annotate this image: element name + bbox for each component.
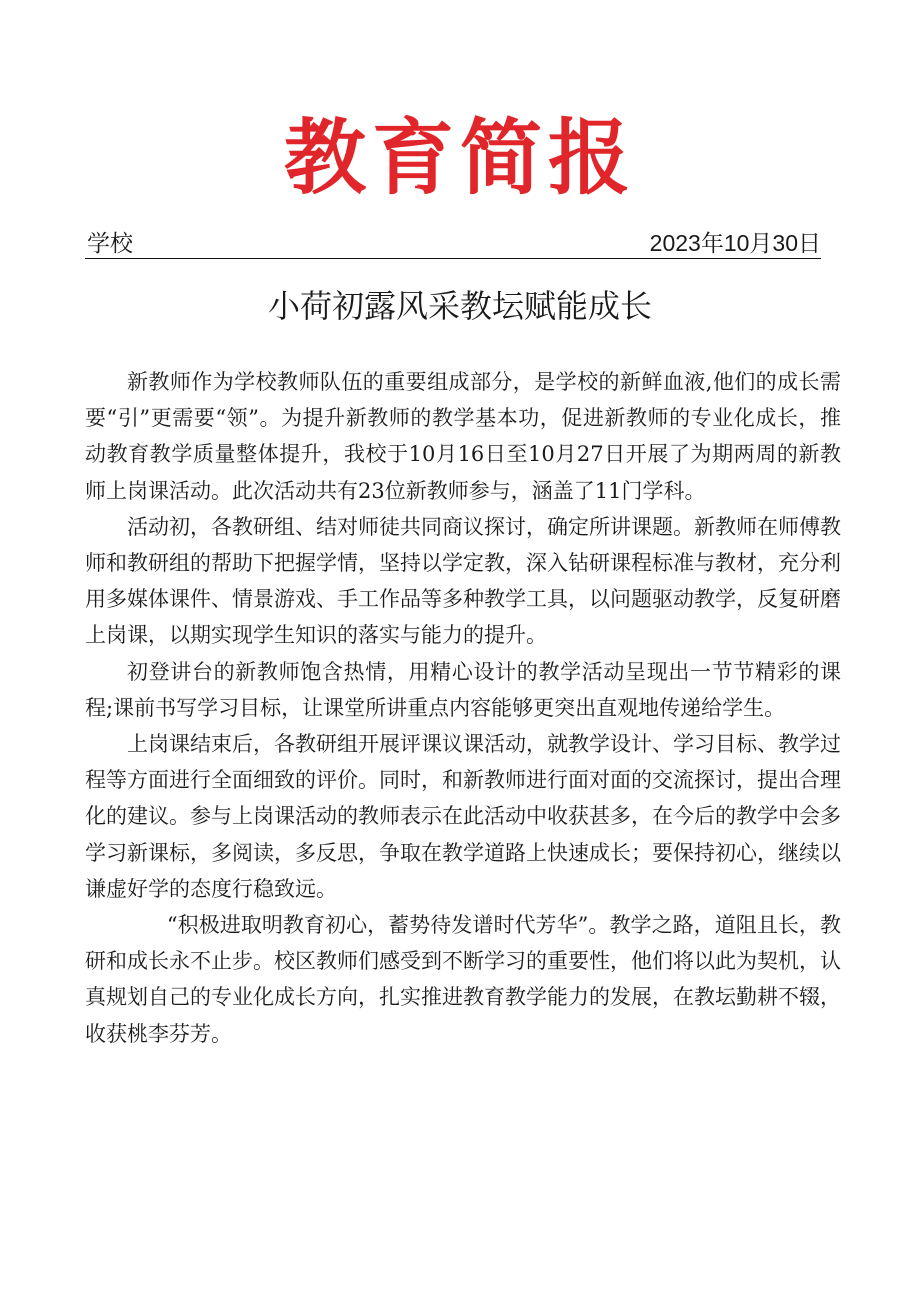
newsletter-masthead: 教育简报	[283, 110, 636, 206]
article-paragraph: 初登讲台的新教师饱含热情，用精心设计的教学活动呈现出一节节精彩的课程;课前书写学习目标，让课堂所讲重点内容能够更突出直观地传递给学生。	[85, 659, 841, 720]
article-paragraph: 上岗课结束后，各教研组开展评课议课活动，就教学设计、学习目标、教学过程等方面进行全面细致的评价。同时，和新教师进行面对面的交流探讨，提出合理化的建议。参与上岗课活动的教师表示在此活动中收获甚多，在今后的教学中会多学习新课标，多阅读，多反思，争取在教学道路上快速成长；要保持初心，继续以谦虚好学的态度行稳致远。	[85, 732, 841, 901]
article-paragraph-quote: “积极进取明教育初心，蓄势待发谱时代芳华”。教学之路，道阻且长，教研和成长永不止步。校区教师们感受到不断学习的重要性，他们将以此为契机，认真规划自己的专业化成长方向，扎实推进教育教学能力的发展，在教坛勤耕不辍，收获桃李芬芳。	[85, 913, 841, 1046]
article-body	[85, 364, 841, 1052]
school-label: 学校	[87, 230, 133, 256]
article-headline: 小荷初露风采教坛赋能成长	[267, 288, 652, 324]
issue-date: 2023年10月30日	[649, 230, 821, 256]
meta-row	[85, 228, 821, 259]
article-paragraph: 活动初，各教研组、结对师徒共同商议探讨，确定所讲课题。新教师在师傅教师和教研组的帮助下把握学情，坚持以学定教，深入钻研课程标准与教材，充分利用多媒体课件、情景游戏、手工作品等多种教学工具，以问题驱动教学，反复研磨上岗课，以期实现学生知识的落实与能力的提升。	[85, 514, 841, 648]
article-paragraph: 新教师作为学校教师队伍的重要组成部分，是学校的新鲜血液,他们的成长需要“引”更需要“领”。为提升新教师的教学基本功，促进新教师的专业化成长，推动教育教学质量整体提升，我校于10月16日至10月27日开展了为期两周的新教师上岗课活动。此次活动共有23位新教师参与，涵盖了11门学科。	[85, 370, 841, 503]
